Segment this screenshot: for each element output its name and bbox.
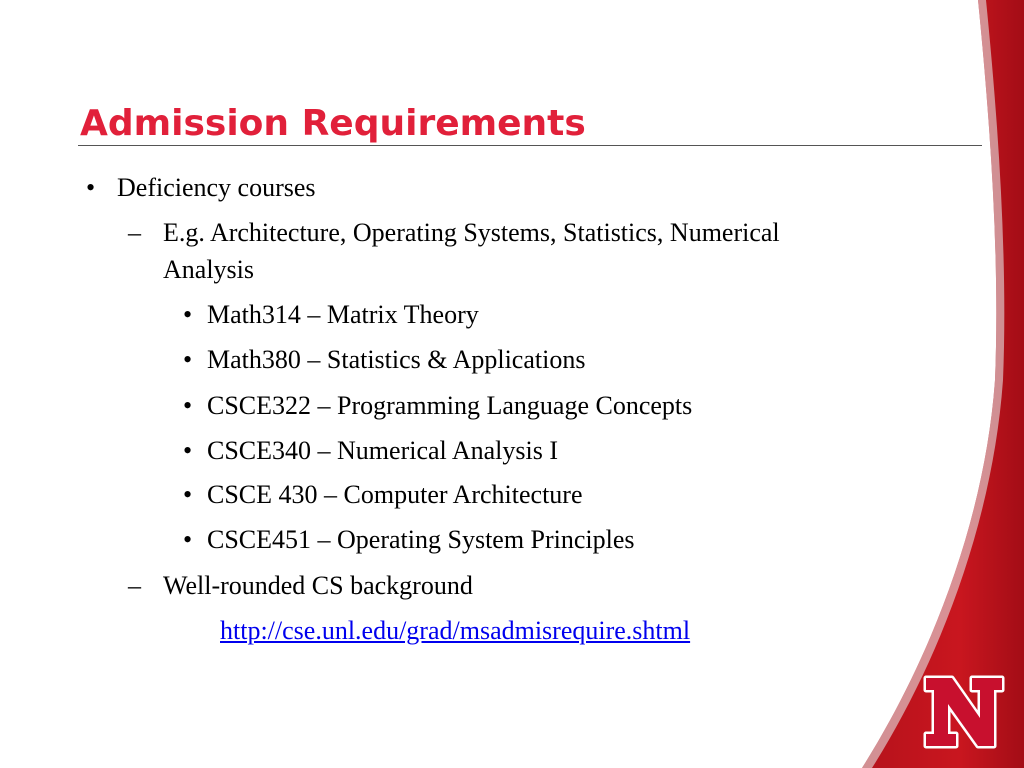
dash-level2-examples: – <box>128 218 141 247</box>
item-examples-line2: Analysis <box>163 255 254 284</box>
item-deficiency-courses: Deficiency courses <box>117 173 316 202</box>
bullet-course: • <box>183 525 193 554</box>
bullet-course: • <box>183 480 193 509</box>
course-item: CSCE 430 – Computer Architecture <box>207 480 583 509</box>
bullet-course: • <box>183 391 193 420</box>
slide-title: Admission Requirements <box>80 103 586 144</box>
bullet-level1: • <box>86 173 96 202</box>
bullet-course: • <box>183 436 193 465</box>
course-item: CSCE322 – Programming Language Concepts <box>207 391 693 420</box>
bullet-course: • <box>183 345 193 374</box>
requirements-link[interactable]: http://cse.unl.edu/grad/msadmisrequire.shtml <box>220 616 691 645</box>
course-item: CSCE340 – Numerical Analysis I <box>207 436 558 465</box>
dash-level2-background: – <box>128 571 141 600</box>
title-divider <box>78 145 982 146</box>
bullet-course: • <box>183 300 193 329</box>
item-well-rounded: Well-rounded CS background <box>163 571 473 600</box>
item-examples-line1: E.g. Architecture, Operating Systems, Statistics, Numerical <box>163 218 780 247</box>
nebraska-n-logo <box>922 672 1006 752</box>
course-item: Math314 – Matrix Theory <box>207 300 479 329</box>
course-item: Math380 – Statistics & Applications <box>207 345 586 374</box>
course-item: CSCE451 – Operating System Principles <box>207 525 635 554</box>
